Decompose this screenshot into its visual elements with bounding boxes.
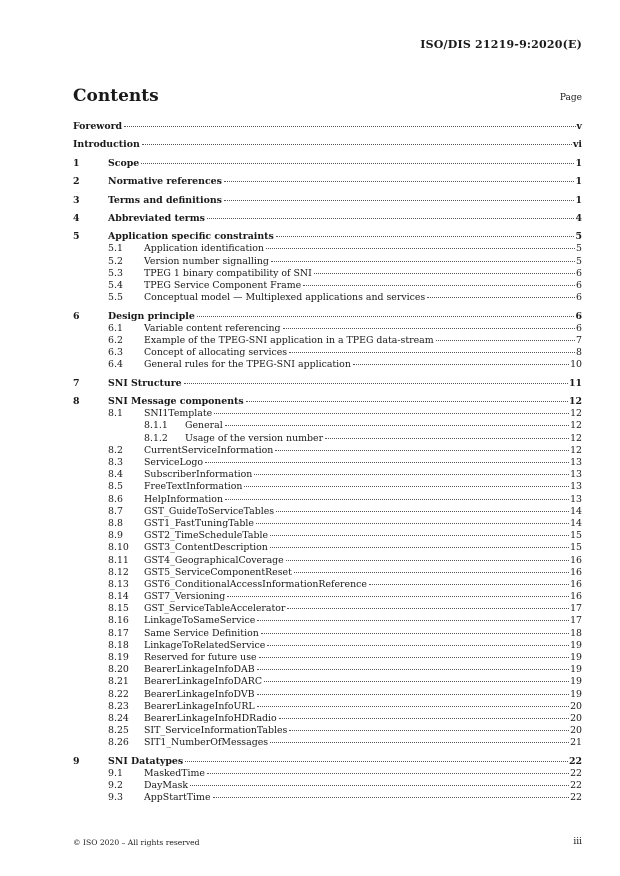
toc-entry-page: 1	[575, 157, 582, 169]
toc-entry-title: BearerLinkageInfoDVB	[144, 688, 255, 700]
dot-leader	[184, 383, 568, 384]
dot-leader	[257, 620, 569, 621]
toc-entry[interactable]	[73, 640, 582, 652]
toc-entry-page: 13	[570, 457, 582, 468]
toc-entry-title: Usage of the version number	[185, 432, 324, 444]
toc-entry-title: BearerLinkageInfoDAB	[144, 664, 255, 676]
dot-leader	[303, 285, 575, 286]
toc-entry-page: 15	[570, 530, 582, 542]
dot-leader	[353, 364, 569, 365]
toc-entry[interactable]	[73, 701, 582, 713]
toc-entry[interactable]	[73, 139, 582, 151]
dot-leader	[369, 584, 569, 585]
dot-leader	[287, 608, 569, 609]
toc-entry[interactable]	[73, 713, 582, 725]
toc-entry-number: 5.1	[108, 243, 123, 255]
toc-entry[interactable]	[73, 628, 582, 640]
toc-entry[interactable]	[73, 420, 582, 432]
toc-entry-number: 5.2	[108, 255, 123, 267]
toc-entry-page: 13	[570, 481, 582, 493]
toc-entry-number: 5	[73, 231, 80, 243]
toc-entry-title: SNI Datatypes	[108, 755, 184, 767]
toc-entry-number: 8.11	[108, 554, 129, 566]
toc-entry-page: 5	[576, 243, 582, 255]
toc-entry-page: 22	[568, 755, 582, 767]
toc-entry-number: 9	[73, 755, 80, 767]
dot-leader	[266, 248, 575, 249]
toc-entry-title: BearerLinkageInfoHDRadio	[144, 712, 277, 724]
dot-leader	[256, 523, 569, 524]
toc-entry[interactable]	[73, 780, 582, 792]
contents-title: Contents	[73, 86, 159, 106]
toc-entry-title: GST_GuideToServiceTables	[144, 505, 275, 517]
toc-entry-number: 8.15	[108, 603, 129, 615]
toc-entry-page: 20	[570, 700, 582, 712]
toc-entry[interactable]	[73, 311, 582, 323]
toc-entry-page: 14	[570, 505, 582, 517]
toc-entry[interactable]	[73, 469, 582, 481]
toc-entry[interactable]	[73, 542, 582, 554]
toc-entry-page: 18	[570, 627, 582, 639]
toc-entry-title: LinkageToSameService	[144, 615, 256, 627]
toc-entry-page: 15	[570, 542, 582, 554]
toc-entry-page: 20	[570, 712, 582, 724]
toc-entry-number: 7	[73, 377, 80, 389]
toc-entry-page: 6	[576, 280, 582, 291]
dot-leader	[214, 413, 569, 414]
toc-entry[interactable]	[73, 652, 582, 664]
dot-leader	[190, 785, 569, 786]
toc-entry-page: 17	[570, 603, 582, 615]
toc-entry-number: 8.21	[108, 676, 129, 688]
toc-entry-page: 5	[575, 231, 582, 243]
toc-entry-page: 8	[576, 347, 582, 359]
dot-leader	[142, 144, 572, 145]
toc-entry[interactable]	[73, 158, 582, 170]
toc-entry-title: Foreword	[73, 121, 123, 132]
toc-entry-title: Normative references	[108, 176, 222, 188]
toc-entry-number: 8.23	[108, 700, 129, 712]
document-code: ISO/DIS 21219-9:2020(E)	[420, 38, 582, 51]
toc-entry-page: 11	[568, 377, 582, 389]
toc-entry-title: SNI Structure	[108, 377, 182, 389]
dot-leader	[259, 657, 569, 658]
toc-entry[interactable]	[73, 792, 582, 804]
toc-entry-title: GST7_Versioning	[144, 591, 226, 603]
toc-entry-title: SNI1Template	[144, 408, 213, 420]
toc-entry[interactable]	[73, 664, 582, 676]
toc-entry-number: 5.4	[108, 280, 123, 291]
dot-leader	[224, 200, 575, 201]
toc-entry-number: 9.2	[108, 780, 123, 792]
toc-entry-number: 6.3	[108, 347, 123, 359]
toc-entry-title: AppStartTime	[144, 792, 211, 804]
toc-entry-number: 8.12	[108, 566, 129, 578]
toc-entry[interactable]	[73, 494, 582, 506]
toc-entry[interactable]	[73, 280, 582, 292]
toc-entry-title: Scope	[108, 157, 140, 169]
toc-entry-title: GST6_ConditionalAccessInformationReference	[144, 578, 367, 590]
toc-entry-title: Design principle	[108, 310, 195, 322]
toc-entry-title: GST2_TimeScheduleTable	[144, 530, 269, 542]
toc-entry-title: GST5_ServiceComponentReset	[144, 566, 292, 578]
dot-leader	[276, 511, 569, 512]
toc-entry-title: HelpInformation	[144, 493, 223, 505]
toc-entry[interactable]	[73, 176, 582, 188]
dot-leader	[286, 560, 569, 561]
toc-entry-number: 8.16	[108, 615, 129, 627]
toc-entry[interactable]	[73, 408, 582, 420]
toc-entry-title: SNI Message components	[108, 396, 244, 408]
dot-leader	[270, 547, 569, 548]
toc-entry-page: 19	[570, 688, 582, 700]
toc-entry[interactable]	[73, 737, 582, 749]
toc-entry-title: GST3_ContentDescription	[144, 542, 268, 554]
dot-leader	[325, 438, 569, 439]
dot-leader	[275, 450, 569, 451]
toc-entry[interactable]	[73, 433, 582, 445]
toc-entry-number: 8.22	[108, 688, 129, 700]
toc-entry[interactable]	[73, 121, 582, 133]
footer-page-number: iii	[573, 837, 582, 847]
toc-entry-number: 8.7	[108, 505, 123, 517]
toc-entry-page: 13	[570, 469, 582, 481]
toc-entry-page: 6	[576, 292, 582, 304]
dot-leader	[271, 261, 575, 262]
dot-leader	[227, 596, 569, 597]
dot-leader	[283, 328, 576, 329]
toc-entry-page: 5	[576, 255, 582, 267]
toc-entry-title: Application identification	[144, 243, 264, 255]
toc-entry-number: 8	[73, 396, 80, 408]
toc-entry[interactable]	[73, 530, 582, 542]
dot-leader	[207, 218, 575, 219]
toc-entry[interactable]	[73, 579, 582, 591]
toc-entry-page: 10	[570, 359, 582, 371]
toc-entry[interactable]	[73, 615, 582, 627]
toc-entry[interactable]	[73, 213, 582, 225]
toc-entry-number: 6.1	[108, 322, 123, 334]
toc-entry-number: 8.25	[108, 725, 129, 737]
toc-entry[interactable]	[73, 292, 582, 304]
page-column-label: Page	[559, 93, 582, 103]
dot-leader	[224, 181, 575, 182]
dot-leader	[257, 669, 569, 670]
toc-entry-number: 9.1	[108, 767, 123, 779]
dot-leader	[225, 499, 569, 500]
toc-entry-page: 1	[575, 194, 582, 206]
toc-entry[interactable]	[73, 445, 582, 457]
toc-entry[interactable]	[73, 689, 582, 701]
toc-entry[interactable]	[73, 256, 582, 268]
toc-entry-number: 1	[73, 157, 80, 169]
toc-entry-title: Abbreviated terms	[108, 212, 205, 224]
toc-entry-title: Application specific constraints	[108, 231, 274, 243]
toc-entry-title: Terms and definitions	[108, 194, 222, 206]
toc-entry-title: Same Service Definition	[144, 627, 259, 639]
dot-leader	[205, 462, 569, 463]
toc-entry-title: BearerLinkageInfoURL	[144, 700, 255, 712]
dot-leader	[124, 126, 575, 127]
toc-entry-page: 20	[570, 725, 582, 737]
toc-entry-title: General	[185, 420, 223, 432]
toc-entry-number: 8.1	[108, 408, 123, 420]
toc-entry-page: 12	[570, 432, 582, 444]
toc-entry[interactable]	[73, 359, 582, 371]
toc-entry-number: 8.10	[108, 542, 129, 554]
toc-entry-page: 6	[576, 267, 582, 279]
toc-entry-number: 5.3	[108, 267, 123, 279]
dot-leader	[207, 773, 569, 774]
dot-leader	[257, 694, 570, 695]
dot-leader	[294, 572, 569, 573]
toc-entry[interactable]	[73, 518, 582, 530]
toc-entry-title: GST1_FastTuningTable	[144, 517, 254, 529]
toc-entry-page: 19	[570, 664, 582, 676]
toc-entry[interactable]	[73, 481, 582, 493]
toc-entry[interactable]	[73, 195, 582, 207]
toc-entry-title: TPEG Service Component Frame	[144, 280, 302, 291]
toc-entry-number: 8.3	[108, 457, 123, 468]
toc-entry-number: 8.24	[108, 712, 129, 724]
toc-entry-number: 9.3	[108, 792, 123, 804]
toc-entry[interactable]	[73, 335, 582, 347]
toc-entry[interactable]	[73, 603, 582, 615]
toc-entry-number: 8.13	[108, 578, 129, 590]
toc-entry-title: Conceptual model — Multiplexed applications and services	[144, 292, 426, 304]
toc-entry-title: SubscriberInformation	[144, 469, 253, 481]
toc-entry-page: 6	[575, 310, 582, 322]
toc-entry[interactable]	[73, 457, 582, 469]
toc-entry-page: 12	[568, 396, 582, 408]
toc-entry-page: 16	[570, 566, 582, 578]
toc-entry-number: 8.4	[108, 469, 123, 481]
toc-entry-page: 1	[575, 176, 582, 188]
toc-entry-page: 12	[570, 444, 582, 456]
toc-entry-title: ServiceLogo	[144, 457, 204, 468]
toc-entry-number: 6.2	[108, 334, 123, 346]
toc-entry-title: General rules for the TPEG-SNI application	[144, 359, 351, 371]
toc-entry-number: 8.2	[108, 444, 123, 456]
toc-entry-page: 16	[570, 578, 582, 590]
toc-entry-number: 8.18	[108, 639, 129, 651]
toc-entry-page: 12	[570, 408, 582, 420]
dot-leader	[264, 681, 569, 682]
toc-entry[interactable]	[73, 555, 582, 567]
toc-entry-page: 13	[570, 493, 582, 505]
dot-leader	[197, 316, 575, 317]
toc-entry-number: 4	[73, 212, 80, 224]
toc-entry-number: 8.6	[108, 493, 123, 505]
toc-entry[interactable]	[73, 347, 582, 359]
toc-entry-title: MaskedTime	[144, 767, 205, 779]
toc-entry-page: 4	[575, 212, 582, 224]
toc-entry-title: Version number signalling	[144, 255, 269, 267]
toc-entry[interactable]	[73, 231, 582, 243]
dot-leader	[276, 236, 575, 237]
toc-entry-number: 2	[73, 176, 80, 188]
dot-leader	[225, 425, 569, 426]
dot-leader	[279, 718, 569, 719]
toc-entry-number: 8.9	[108, 530, 123, 542]
toc-entry-page: 21	[570, 737, 582, 749]
toc-entry-title: FreeTextInformation	[144, 481, 243, 493]
dot-leader	[289, 352, 575, 353]
dot-leader	[267, 645, 569, 646]
dot-leader	[270, 535, 569, 536]
dot-leader	[141, 163, 574, 164]
toc-entry-page: 12	[570, 420, 582, 432]
toc-entry-page: 16	[570, 591, 582, 603]
footer-copyright: © ISO 2020 – All rights reserved	[73, 838, 200, 847]
toc-entry-title: SIT1_NumberOfMessages	[144, 737, 269, 749]
toc-entry-page: 22	[570, 767, 582, 779]
dot-leader	[213, 797, 570, 798]
toc-entry-title: Reserved for future use	[144, 652, 257, 663]
toc-entry-page: 17	[570, 615, 582, 627]
toc-entry[interactable]	[73, 676, 582, 688]
toc-entry-number: 5.5	[108, 292, 123, 304]
toc-entry-title: Concept of allocating services	[144, 347, 288, 359]
dot-leader	[261, 633, 569, 634]
toc-entry-number: 8.1.1	[144, 420, 168, 432]
toc-entry-page: 22	[570, 780, 582, 792]
toc-entry-number: 8.20	[108, 664, 129, 676]
toc-entry-title: GST4_GeographicalCoverage	[144, 554, 284, 566]
toc-entry-page: 19	[570, 676, 582, 688]
toc-entry-title: DayMask	[144, 780, 189, 792]
toc-entry[interactable]	[73, 506, 582, 518]
toc-entry-page: 14	[570, 517, 582, 529]
dot-leader	[257, 706, 569, 707]
toc-entry[interactable]	[73, 243, 582, 255]
toc-entry-title: Variable content referencing	[144, 322, 281, 334]
dot-leader	[185, 761, 568, 762]
toc-entry-number: 6.4	[108, 359, 123, 371]
dot-leader	[436, 340, 575, 341]
toc-entry[interactable]	[73, 378, 582, 390]
toc-entry[interactable]	[73, 323, 582, 335]
toc-entry-title: Introduction	[73, 139, 140, 151]
toc-entry[interactable]	[73, 567, 582, 579]
toc-entry-number: 8.5	[108, 481, 123, 493]
table-of-contents	[73, 121, 582, 804]
dot-leader	[289, 730, 569, 731]
toc-entry-title: LinkageToRelatedService	[144, 639, 266, 651]
toc-entry[interactable]	[73, 591, 582, 603]
toc-entry-page: 16	[570, 554, 582, 566]
toc-entry-title: Example of the TPEG-SNI application in a TPEG data-stream	[144, 334, 434, 346]
toc-entry-number: 8.19	[108, 652, 129, 663]
toc-entry-title: GST_ServiceTableAccelerator	[144, 603, 286, 615]
toc-entry-page: 19	[570, 652, 582, 663]
dot-leader	[427, 297, 575, 298]
toc-entry[interactable]	[73, 396, 582, 408]
toc-entry-page: 7	[576, 334, 582, 346]
toc-entry-title: BearerLinkageInfoDARC	[144, 676, 262, 688]
toc-entry-number: 3	[73, 194, 80, 206]
dot-leader	[270, 742, 569, 743]
dot-leader	[244, 486, 569, 487]
toc-entry-number: 8.14	[108, 591, 129, 603]
toc-entry-title: SIT_ServiceInformationTables	[144, 725, 288, 737]
toc-entry[interactable]	[73, 768, 582, 780]
toc-entry-page: 19	[570, 639, 582, 651]
toc-entry-number: 6	[73, 310, 80, 322]
toc-entry-number: 8.8	[108, 517, 123, 529]
toc-entry-page: vi	[572, 139, 582, 151]
dot-leader	[254, 474, 569, 475]
toc-entry-number: 8.1.2	[144, 432, 168, 444]
toc-entry-number: 8.17	[108, 627, 129, 639]
toc-entry-number: 8.26	[108, 737, 129, 749]
toc-entry-page: v	[576, 121, 582, 132]
toc-entry-page: 22	[570, 792, 582, 804]
toc-entry[interactable]	[73, 725, 582, 737]
toc-entry[interactable]	[73, 268, 582, 280]
toc-entry-title: TPEG 1 binary compatibility of SNI	[144, 267, 312, 279]
toc-entry-title: CurrentServiceInformation	[144, 444, 274, 456]
dot-leader	[246, 401, 568, 402]
dot-leader	[314, 273, 575, 274]
toc-entry[interactable]	[73, 756, 582, 768]
toc-entry-page: 6	[576, 322, 582, 334]
